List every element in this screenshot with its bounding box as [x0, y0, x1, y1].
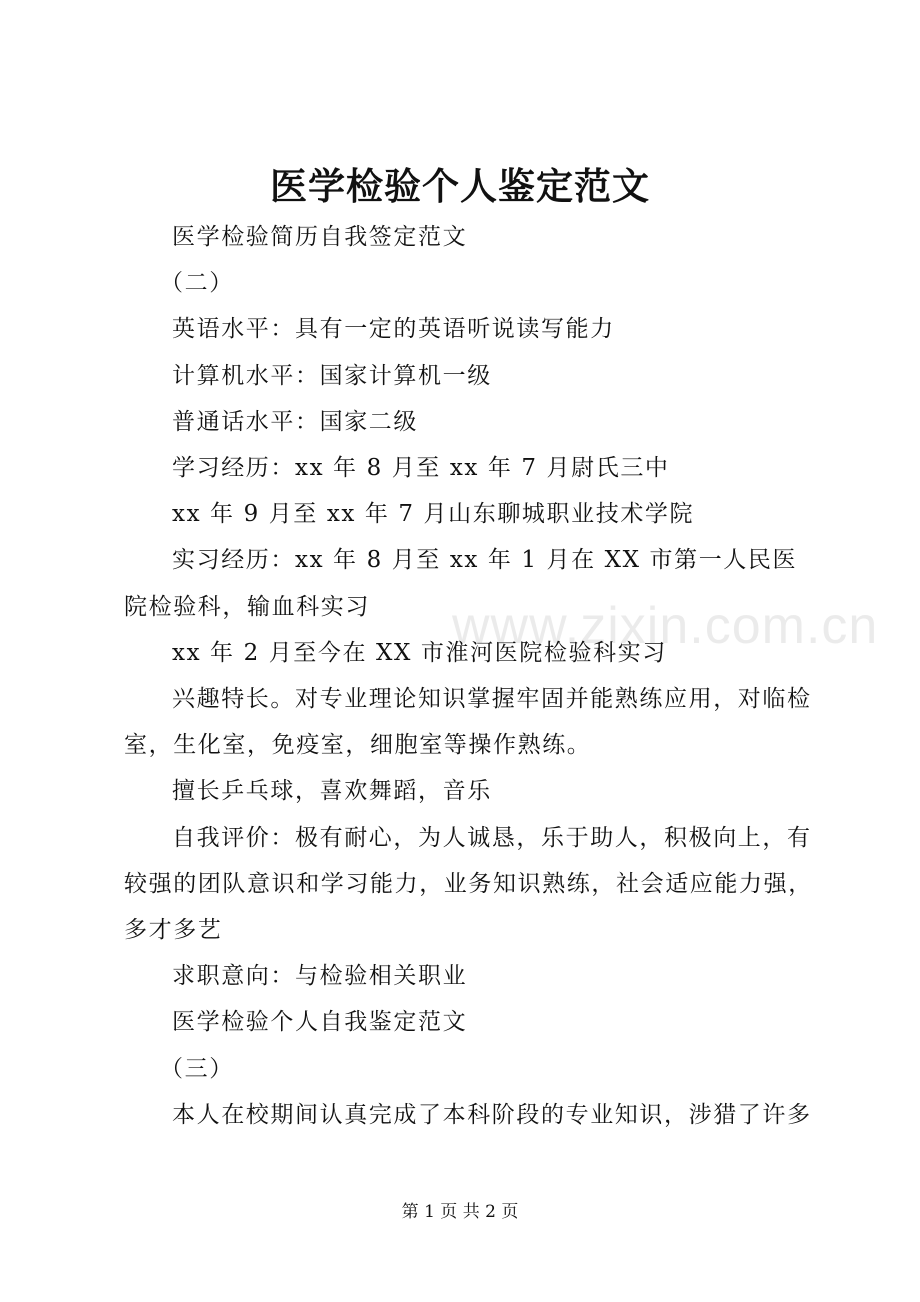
paragraph-job-intention: 求职意向：与检验相关职业 [172, 963, 468, 990]
document-body [124, 214, 814, 1138]
document-title: 医学检验个人鉴定范文 [270, 164, 650, 208]
paragraph-internship-2: xx 年 2 月至今在 XX 市淮河医院检验科实习 [172, 639, 667, 666]
paragraph-computer-level: 计算机水平：国家计算机一级 [172, 362, 492, 389]
paragraph-skills: 兴趣特长。对专业理论知识掌握牢固并能熟练应用，对临检室，生化室，免疫室，细胞室等操作熟练。 [124, 686, 812, 759]
paragraph-study-summary: 本人在校期间认真完成了本科阶段的专业知识，涉猎了许多 [172, 1101, 812, 1128]
paragraph-study-history: 学习经历：xx 年 8 月至 xx 年 7 月尉氏三中 [172, 455, 670, 482]
paragraph-hobbies: 擅长乒乓球，喜欢舞蹈，音乐 [172, 778, 492, 805]
paragraph-section-two: （二） [160, 270, 234, 297]
paragraph-mandarin-level: 普通话水平：国家二级 [172, 408, 418, 435]
page-footer: 第 1 页 共 2 页 [401, 1202, 519, 1222]
paragraph-self-evaluation: 自我评价：极有耐心，为人诚恳，乐于助人，积极向上，有较强的团队意识和学习能力，业务知识熟练，社会适应能力强，多才多艺 [124, 824, 813, 944]
paragraph-internship: 实习经历：xx 年 8 月至 xx 年 1 月在 XX 市第一人民医院检验科，输血科实习 [124, 547, 798, 620]
watermark-text: www.zixin.com.cn [452, 597, 879, 655]
paragraph-heading-self-appraisal: 医学检验个人自我鉴定范文 [172, 1009, 468, 1036]
paragraph-section-three: （三） [160, 1055, 234, 1082]
paragraph-heading-resume: 医学检验简历自我签定范文 [172, 224, 468, 250]
paragraph-english-level: 英语水平：具有一定的英语听说读写能力 [172, 316, 615, 343]
paragraph-study-history-2: xx 年 9 月至 xx 年 7 月山东聊城职业技术学院 [172, 501, 695, 528]
